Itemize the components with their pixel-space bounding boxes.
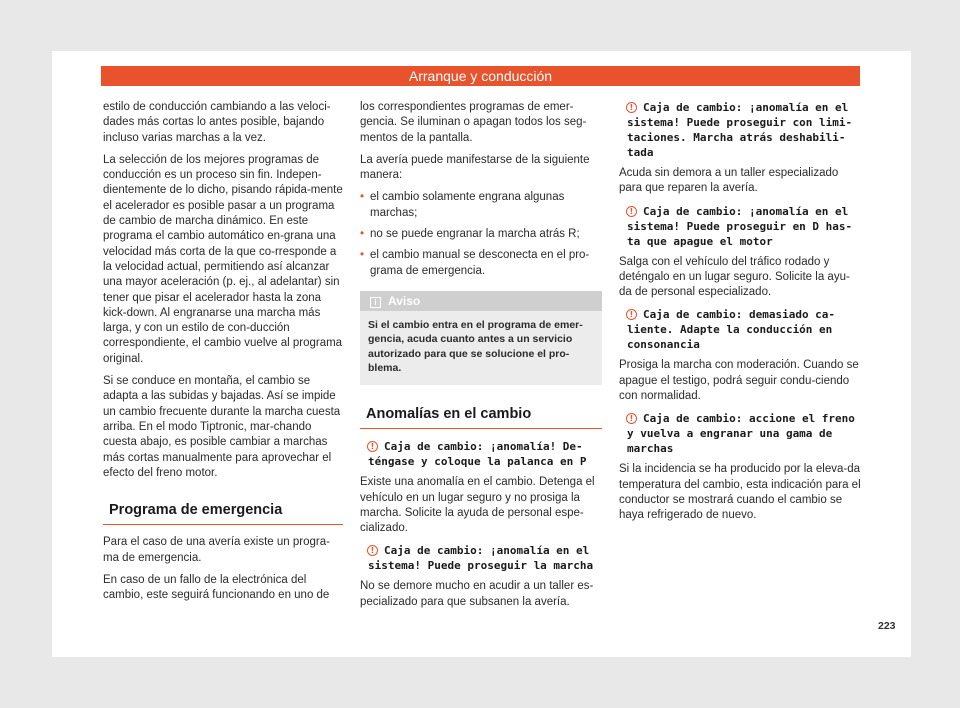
warning-circle-icon: ! [367,441,378,452]
notice-text: Si el cambio entra en el programa de emer-gencia, acuda cuanto antes a un servicio autorizado para que se solucione el pro-blema. [368,318,583,375]
paragraph: Para el caso de una avería existe un progra-ma de emergencia. [103,536,330,564]
paragraph: Acuda sin demora a un taller especializado para que reparen la avería. [619,167,839,195]
bullet-icon: • [360,228,365,241]
warning-message: ! Caja de cambio: ¡anomalía en el sistema! Puede proseguir en D has-ta que apague el motor [627,204,853,248]
warning-circle-icon: ! [626,206,637,217]
section-heading: Programa de emergencia [103,503,343,525]
paragraph: Salga con el vehículo del tráfico rodado y deténgalo en un lugar seguro. Solicite la ayu-da de personal especializado. [619,255,850,299]
warning-circle-icon: ! [626,413,637,424]
paragraph: Existe una anomalía en el cambio. Detenga el vehículo en un lugar seguro y no prosiga la marcha. Solicite la ayuda de personal espe-cializado. [360,476,595,535]
paragraph: En caso de un fallo de la electrónica del cambio, este seguirá funcionando en uno de [103,574,330,602]
list-item: • no se puede engranar la marcha atrás R; [360,227,602,242]
page-header: Arranque y conducción [101,66,860,86]
column-1 [103,100,343,611]
warning-circle-icon: ! [626,309,637,320]
page-number: 223 [878,620,896,632]
warning-message: ! Caja de cambio: accione el freno y vuelva a engranar una gama de marchas [627,412,855,456]
paragraph: La selección de los mejores programas de conducción es un proceso sin fin. Indepen-dientemente de lo dicho, pisando rápida-mente el acelerador es posible pasar a un programa de cambio de marcha dinámico. En este programa el cambio automático en-grana una velocidad más corta de la que co-rresponde a la velocidad actual, permitiendo así alcanzar una mayor aceleración (p. ej., al adelantar) sin tener que pisar el acelerador hasta la zona kick-down. Al engranarse una marcha más larga, y con un estilo de con-ducción correspondiente, el cambio vuelve al programa original. [103,153,343,365]
warning-circle-icon: ! [626,102,637,113]
warning-message: ! Caja de cambio: ¡anomalía en el sistema! Puede proseguir la marcha [368,544,594,573]
notice-box [360,291,602,385]
paragraph: La avería puede manifestarse de la siguiente manera: [360,153,590,182]
section-heading: Anomalías en el cambio [360,407,602,429]
warning-message: ! Caja de cambio: ¡anomalía en el sistema! Puede proseguir con limi-taciones. Marcha atrás deshabili-tada [627,101,853,159]
column-2 [360,100,602,617]
warning-message: ! Caja de cambio: ¡anomalía! De-téngase y coloque la palanca en P [368,440,587,469]
paragraph: Si la incidencia se ha producido por la eleva-da temperatura del cambio, esta indicación para el conductor se mostrará cuando el cambio se haya refrigerado de nuevo. [619,463,861,522]
bullet-icon: • [360,191,365,204]
warning-circle-icon: ! [367,545,378,556]
list-item: • el cambio manual se desconecta en el pro-grama de emergencia. [360,248,602,279]
list-item: • el cambio solamente engrana algunas marchas; [360,190,602,221]
column-3 [619,100,861,531]
warning-message: ! Caja de cambio: demasiado ca-liente. Adapte la conducción en consonancia [627,308,836,352]
paragraph: estilo de conducción cambiando a las veloci-dades más cortas lo antes posible, bajando incluso varias marchas a la vez. [103,101,331,144]
paragraph: los correspondientes programas de emer-gencia. Se iluminan o apagan todos los seg-mentos de la pantalla. [360,101,587,144]
bullet-icon: • [360,249,365,262]
paragraph: Si se conduce en montaña, el cambio se adapta a las subidas y bajadas. Así se impide un cambio frecuente durante la marcha cuesta arriba. En el modo Tiptronic, mar-chando cuesta abajo, es posible cambiar a marchas más cortas manualmente para aprovechar el efecto del freno motor. [103,375,341,479]
paragraph: Prosiga la marcha con moderación. Cuando se apague el testigo, podrá seguir condu-ciendo con normalidad. [619,359,859,403]
info-square-icon: i [370,297,381,308]
notice-header: i Aviso [360,291,602,311]
paragraph: No se demore mucho en acudir a un taller es-pecializado para que subsanen la avería. [360,580,594,608]
